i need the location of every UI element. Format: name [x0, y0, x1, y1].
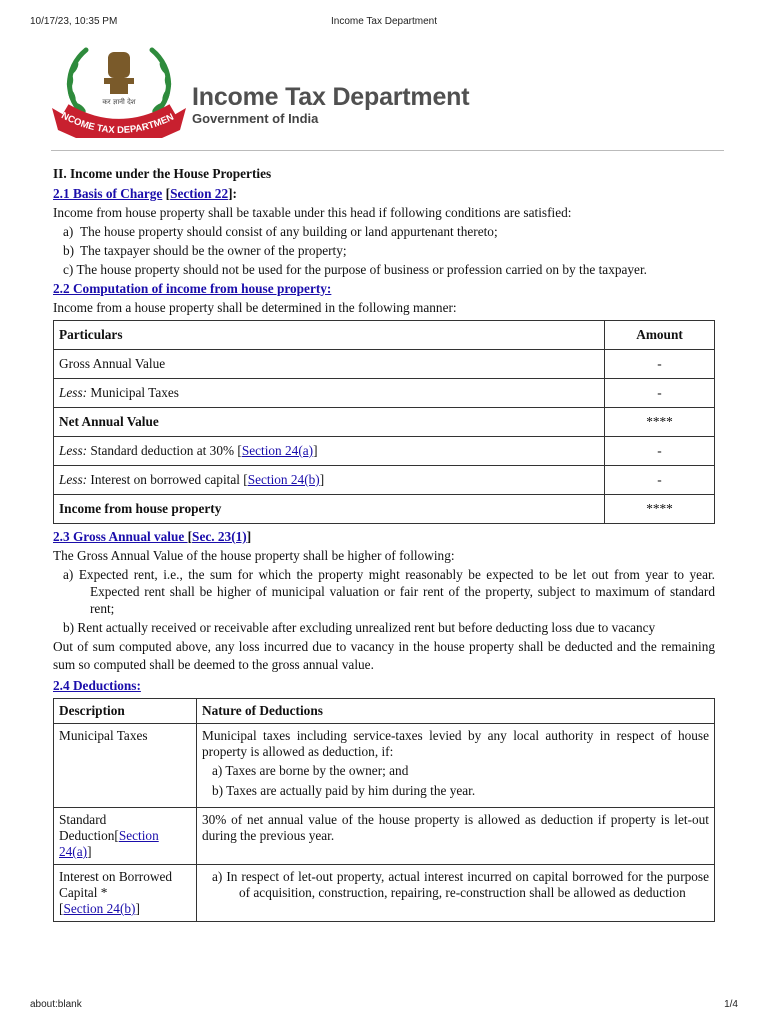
link-section-24a[interactable]: Section 24(a) [241, 443, 314, 458]
print-title: Income Tax Department [331, 16, 437, 27]
list-item: c) The house property should not be used for the purpose of business or profession carried on by the taxpayer. [63, 262, 647, 277]
print-footer [30, 999, 738, 1013]
col-amount: Amount [605, 321, 715, 350]
brand-header [46, 38, 726, 146]
intro-2-2: Income from a house property shall be determined in the following manner: [53, 300, 457, 315]
heading-2-2 [53, 280, 715, 298]
print-datetime: 10/17/23, 10:35 PM [30, 16, 118, 27]
table-row: Income from house property **** [54, 495, 715, 524]
main-content [53, 165, 715, 922]
table-row: Less: Interest on borrowed capital [Section 24(b)] - [54, 466, 715, 495]
link-computation[interactable]: 2.2 Computation of income from house property: [53, 281, 332, 296]
table-row: Municipal Taxes Municipal taxes including service-taxes levied by any local authority in respect of house property is allowed as deduction, if: a) Taxes are borne by the owner; and b) Taxes are actually paid by him during the year. [54, 724, 715, 808]
heading-2-3: 2.3 Gross Annual value [Sec. 23(1)] [53, 529, 252, 544]
header-divider [51, 150, 724, 151]
link-section-24b-deduction[interactable]: Section 24(b) [63, 901, 136, 916]
list-item: b) Rent actually received or receivable after excluding unrealized rent but before deducting loss due to vacancy [63, 620, 656, 635]
link-sec-23-1[interactable]: Sec. 23(1) [192, 529, 247, 544]
col-description: Description [54, 699, 197, 724]
intro-2-3: The Gross Annual Value of the house property shall be higher of following: [53, 548, 455, 563]
list-item: a) Expected rent, i.e., the sum for which the property might reasonably be expected to be let out from year to year. Expected rent shall be higher of municipal valuation or fair rent of the property, subject to maximum of standard rent; [63, 567, 715, 616]
income-tax-logo [46, 38, 192, 146]
list-item: b) The taxpayer should be the owner of the property; [63, 243, 347, 258]
brand-subtitle: Government of India [192, 111, 319, 126]
table-header-row [54, 699, 715, 724]
link-deductions[interactable]: 2.4 Deductions: [53, 678, 141, 693]
link-gross-annual-value[interactable]: 2.3 Gross Annual value [53, 529, 188, 544]
table-row: Less: Municipal Taxes - [54, 379, 715, 408]
list-item: a) The house property should consist of any building or land appurtenant thereto; [63, 224, 498, 239]
ribbon-text: NCOME TAX DEPARTMEN [59, 110, 176, 137]
conditions-list [53, 223, 715, 278]
table-header-row [54, 321, 715, 350]
table-row: Interest on Borrowed Capital * [Section 24(b)] a) In respect of let-out property, actual interest incurred on capital borrowed for the purpose of acquisition, construction, repairing, re-construction shall be allowed as deduction [54, 865, 715, 922]
outro-2-3: Out of sum computed above, any loss incurred due to vacancy in the house property shall be deducted and the remaining sum so computed shall be deemed to the gross annual value. [53, 639, 715, 672]
col-particulars: Particulars [54, 321, 605, 350]
table-row: Gross Annual Value - [54, 350, 715, 379]
col-nature: Nature of Deductions [197, 699, 715, 724]
print-page-number: 1/4 [724, 999, 738, 1010]
link-section-22[interactable]: Section 22 [170, 186, 229, 201]
gav-list [53, 566, 715, 636]
computation-table [53, 320, 715, 524]
print-url: about:blank [30, 999, 82, 1010]
emblem-motto: कर ज्ञानी देश [102, 98, 136, 106]
print-header [30, 16, 738, 30]
link-section-24a-deduction[interactable]: Section 24(a) [59, 828, 159, 859]
heading-2-1: 2.1 Basis of Charge [Section 22]: [53, 186, 237, 201]
intro-2-1: Income from house property shall be taxable under this head if following conditions are satisfied: [53, 205, 572, 220]
link-basis-of-charge[interactable]: 2.1 Basis of Charge [53, 186, 163, 201]
section-heading: II. Income under the House Properties [53, 166, 272, 181]
table-row: Less: Standard deduction at 30% [Section 24(a)] - [54, 437, 715, 466]
link-section-24b[interactable]: Section 24(b) [247, 472, 320, 487]
heading-2-4 [53, 677, 715, 695]
table-row: Standard Deduction[Section 24(a)] 30% of net annual value of the house property is allowed as deduction if property is let-out during the previous year. [54, 808, 715, 865]
deductions-table [53, 698, 715, 922]
table-row: Net Annual Value **** [54, 408, 715, 437]
brand-name: Income Tax Department [192, 83, 470, 111]
